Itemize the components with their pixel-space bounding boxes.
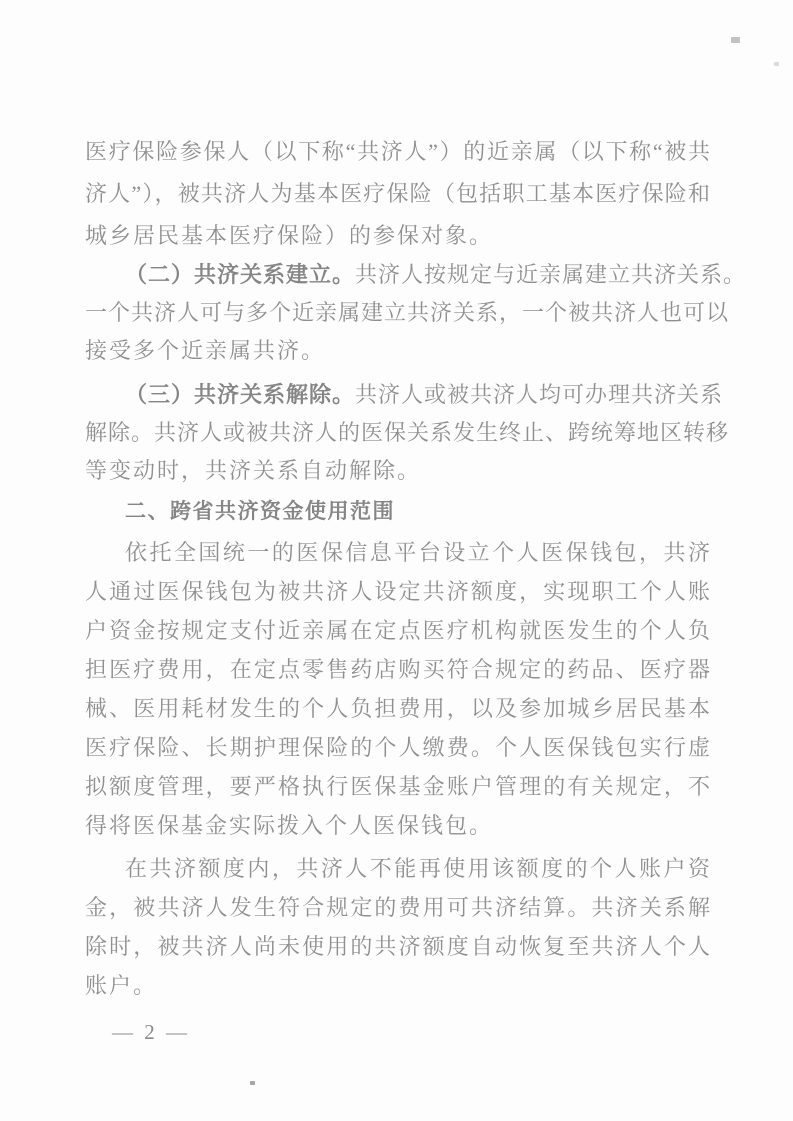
text-line <box>85 806 711 845</box>
scan-artifact <box>731 37 740 43</box>
body-text: 医疗保险参保人（以下称“共济人”）的近亲属（以下称“被共 <box>85 139 711 164</box>
body-text: 等变动时，共济关系自动解除。 <box>85 458 422 483</box>
text-line <box>85 650 711 689</box>
page-number: — 2 — <box>112 1020 190 1044</box>
text-line <box>85 332 711 370</box>
body-text: 在共济额度内，共济人不能再使用该额度的个人账户资 <box>125 856 711 881</box>
body-text: 人通过医保钱包为被共济人设定共济额度，实现职工个人账 <box>85 579 711 604</box>
body-text: 得将医保基金实际拨入个人医保钱包。 <box>85 813 494 838</box>
bold-lead-text: （三）共济关系解除。 <box>125 382 356 407</box>
body-text: 解除。共济人或被共济人的医保关系发生终止、跨统筹地区转移 <box>85 420 730 445</box>
body-text: 济人”），被共济人为基本医疗保险（包括职工基本医疗保险和 <box>85 181 711 206</box>
text-line <box>85 767 711 806</box>
body-text: 共济人按规定与近亲属建立共济关系。 <box>355 262 747 287</box>
text-line <box>85 728 711 767</box>
text-line <box>85 572 711 611</box>
body-text: 械、医用耗材发生的个人负担费用，以及参加城乡居民基本 <box>85 696 711 721</box>
body-text: 一个共济人可与多个近亲属建立共济关系，一个被共济人也可以 <box>85 300 730 325</box>
text-line <box>85 131 711 173</box>
body-text: 依托全国统一的医保信息平台设立个人医保钱包，共济 <box>125 540 711 565</box>
bold-lead-text: 二、跨省共济资金使用范围 <box>125 500 395 523</box>
scan-artifact <box>774 62 779 66</box>
text-line <box>85 376 724 414</box>
paragraph-quota-usage-settlement <box>85 849 711 1005</box>
body-text: 金，被共济人发生符合规定的费用可共济结算。共济关系解 <box>85 895 711 920</box>
body-text: 担医疗费用，在定点零售药店购买符合规定的药品、医疗器 <box>85 657 711 682</box>
text-line <box>85 452 711 490</box>
text-line <box>85 533 711 572</box>
bold-lead-text: （二）共济关系建立。 <box>125 262 356 287</box>
text-line <box>85 927 711 966</box>
item-2-relationship-establishment <box>85 256 747 370</box>
text-line <box>85 492 711 532</box>
text-line <box>85 173 711 215</box>
body-text: 拟额度管理，要严格执行医保基金账户管理的有关规定，不 <box>85 774 711 799</box>
body-text: 户资金按规定支付近亲属在定点医疗机构就医发生的个人负 <box>85 618 711 643</box>
body-text: 共济人或被共济人均可办理共济关系 <box>355 382 724 407</box>
text-line <box>85 215 711 257</box>
body-text: 医疗保险、长期护理保险的个人缴费。个人医保钱包实行虚 <box>85 735 711 760</box>
body-text: 接受多个近亲属共济。 <box>85 338 326 363</box>
item-3-relationship-dissolution <box>85 376 730 490</box>
text-line <box>85 689 711 728</box>
body-text: 账户。 <box>85 973 158 998</box>
text-line <box>85 849 711 888</box>
section-2-heading-fund-usage-scope <box>85 492 711 532</box>
text-line <box>85 611 711 650</box>
paragraph-medical-wallet-scope <box>85 533 711 845</box>
text-line <box>85 294 730 332</box>
body-text: 城乡居民基本医疗保险）的参保对象。 <box>85 223 494 248</box>
document-body <box>85 0 747 1121</box>
text-line <box>85 966 711 1005</box>
body-text: 除时，被共济人尚未使用的共济额度自动恢复至共济人个人 <box>85 934 711 959</box>
scan-artifact <box>250 1081 255 1085</box>
paragraph-continuation-insured-scope <box>85 131 711 257</box>
text-line <box>85 888 711 927</box>
text-line <box>85 414 730 452</box>
text-line <box>85 256 747 294</box>
